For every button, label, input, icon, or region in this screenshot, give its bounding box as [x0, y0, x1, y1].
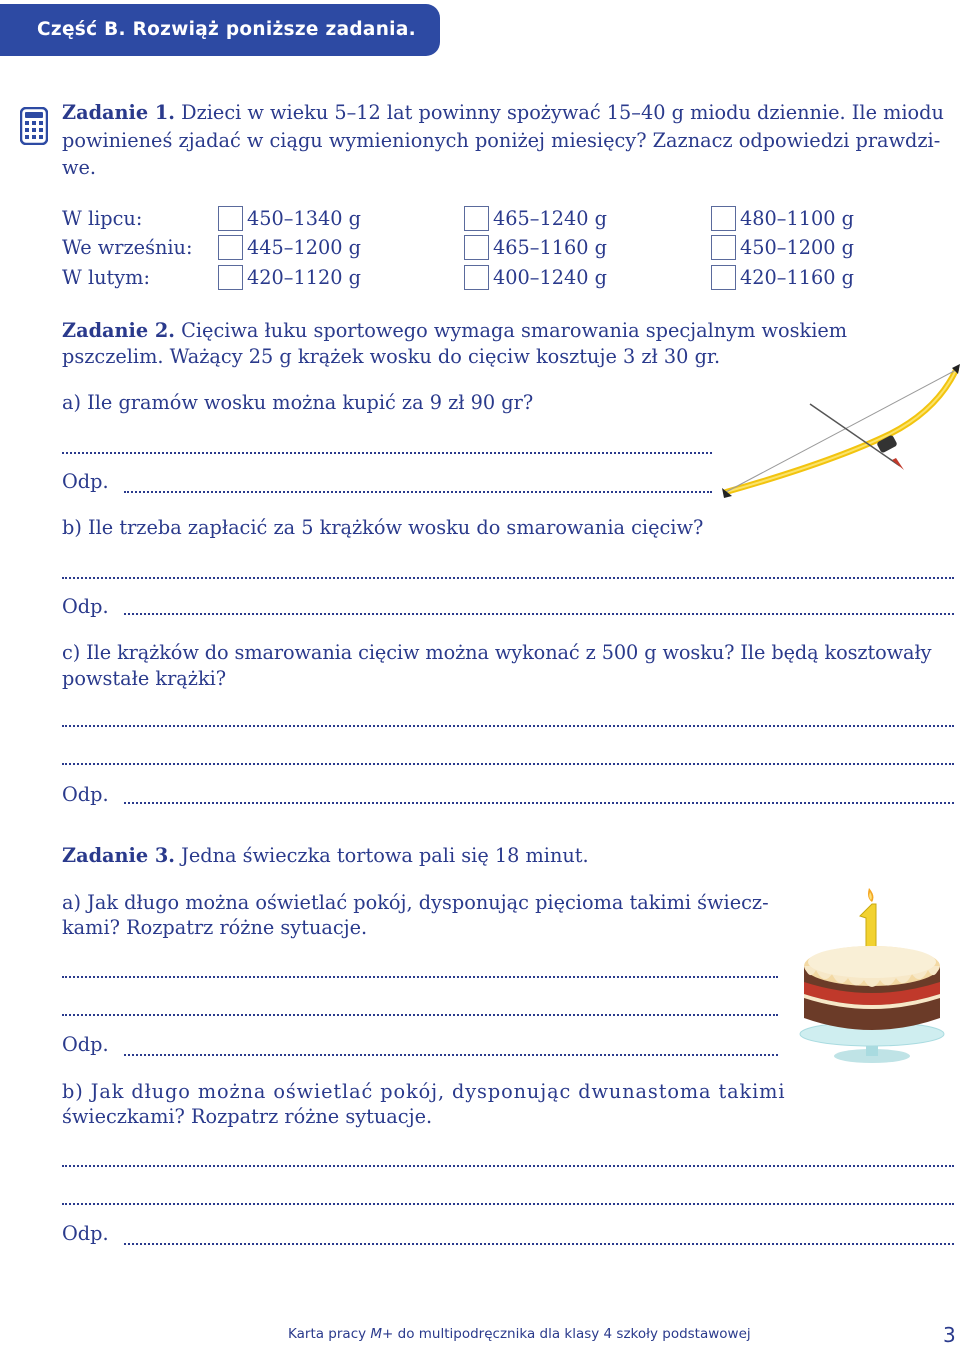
- answer-line-3b-odp[interactable]: [124, 1243, 954, 1245]
- answer-line-3b-2[interactable]: [62, 1203, 954, 1205]
- checkbox-july-1[interactable]: [218, 206, 243, 231]
- odp-label-2c: Odp.: [62, 783, 109, 806]
- task1-line3: we.: [62, 156, 97, 179]
- task1-text: Dzieci w wieku 5–12 lat powinny spożywać 15–40 g miodu dziennie. Ile miodu: [175, 101, 944, 124]
- month-label-february: W lutym:: [62, 266, 150, 289]
- section-header: Część B. Rozwiąż poniższe zadania.: [0, 4, 440, 56]
- odp-label-2b: Odp.: [62, 595, 109, 618]
- task2-line1: [62, 318, 847, 344]
- task2-question-c-line2: powstałe krążki?: [62, 667, 227, 690]
- answer-line-2a-odp[interactable]: [124, 491, 712, 493]
- option-september-2: 465–1160 g: [493, 236, 607, 259]
- task2-question-b: b) Ile trzeba zapłacić za 5 krążków wosku do smarowania cięciw?: [62, 516, 704, 539]
- task2-label: Zadanie 2.: [62, 319, 175, 342]
- task2-question-c-line1: c) Ile krążków do smarowania cięciw można wykonać z 500 g wosku? Ile będą kosztowały: [62, 641, 932, 664]
- task2-question-a: a) Ile gramów wosku można kupić za 9 zł 90 gr?: [62, 391, 534, 414]
- option-july-3: 480–1100 g: [740, 207, 854, 230]
- option-september-1: 445–1200 g: [247, 236, 361, 259]
- option-february-2: 400–1240 g: [493, 266, 607, 289]
- odp-label-2a: Odp.: [62, 470, 109, 493]
- answer-line-2c-odp[interactable]: [124, 802, 954, 804]
- checkbox-september-3[interactable]: [711, 235, 736, 260]
- task2-line2: pszczelim. Ważący 25 g krążek wosku do cięciw kosztuje 3 zł 30 gr.: [62, 345, 721, 368]
- birthday-cake-picture: [796, 886, 948, 1066]
- checkbox-february-1[interactable]: [218, 265, 243, 290]
- checkbox-july-2[interactable]: [464, 206, 489, 231]
- answer-line-2c-1[interactable]: [62, 725, 954, 727]
- answer-line-2a-1[interactable]: [62, 452, 712, 454]
- option-july-2: 465–1240 g: [493, 207, 607, 230]
- checkbox-september-2[interactable]: [464, 235, 489, 260]
- footer-caption: Karta pracy M+ do multipodręcznika dla klasy 4 szkoły podstawowej: [288, 1326, 751, 1342]
- answer-line-2b-odp[interactable]: [124, 613, 954, 615]
- task3-label: Zadanie 3.: [62, 844, 175, 867]
- answer-line-3a-2[interactable]: [62, 1014, 778, 1016]
- task2-text: Cięciwa łuku sportowego wymaga smarowania specjalnym woskiem: [175, 319, 848, 342]
- answer-line-3a-1[interactable]: [62, 976, 778, 978]
- task3-line1: [62, 843, 589, 869]
- option-september-3: 450–1200 g: [740, 236, 854, 259]
- answer-line-2b-1[interactable]: [62, 577, 954, 579]
- task3-text: Jedna świeczka tortowa pali się 18 minut.: [175, 844, 589, 867]
- answer-line-3b-1[interactable]: [62, 1165, 954, 1167]
- task1-line2: powinieneś zjadać w ciągu wymienionych poniżej miesięcy? Zaznacz odpowiedzi prawdzi-: [62, 129, 941, 152]
- answer-line-3a-odp[interactable]: [124, 1054, 778, 1056]
- task3-question-b-line2: świeczkami? Rozpatrz różne sytuacje.: [62, 1105, 433, 1128]
- checkbox-february-2[interactable]: [464, 265, 489, 290]
- checkbox-july-3[interactable]: [711, 206, 736, 231]
- bow-and-arrow-picture: [712, 362, 960, 512]
- month-label-september: We wrześniu:: [62, 236, 193, 259]
- task1-label: Zadanie 1.: [62, 101, 175, 124]
- option-february-3: 420–1160 g: [740, 266, 854, 289]
- checkbox-february-3[interactable]: [711, 265, 736, 290]
- month-label-july: W lipcu:: [62, 207, 143, 230]
- task3-question-a-line2: kami? Rozpatrz różne sytuacje.: [62, 916, 368, 939]
- task3-question-b-line1: b) Jak długo można oświetlać pokój, dysponując dwunastoma takimi: [62, 1080, 786, 1103]
- calculator-icon: [20, 107, 48, 145]
- task3-question-a-line1: a) Jak długo można oświetlać pokój, dysponując pięcioma takimi świecz-: [62, 891, 769, 914]
- odp-label-3a: Odp.: [62, 1033, 109, 1056]
- option-february-1: 420–1120 g: [247, 266, 361, 289]
- task1-line1: [62, 100, 944, 126]
- page-number: 3: [943, 1323, 956, 1347]
- checkbox-september-1[interactable]: [218, 235, 243, 260]
- answer-line-2c-2[interactable]: [62, 763, 954, 765]
- option-july-1: 450–1340 g: [247, 207, 361, 230]
- odp-label-3b: Odp.: [62, 1222, 109, 1245]
